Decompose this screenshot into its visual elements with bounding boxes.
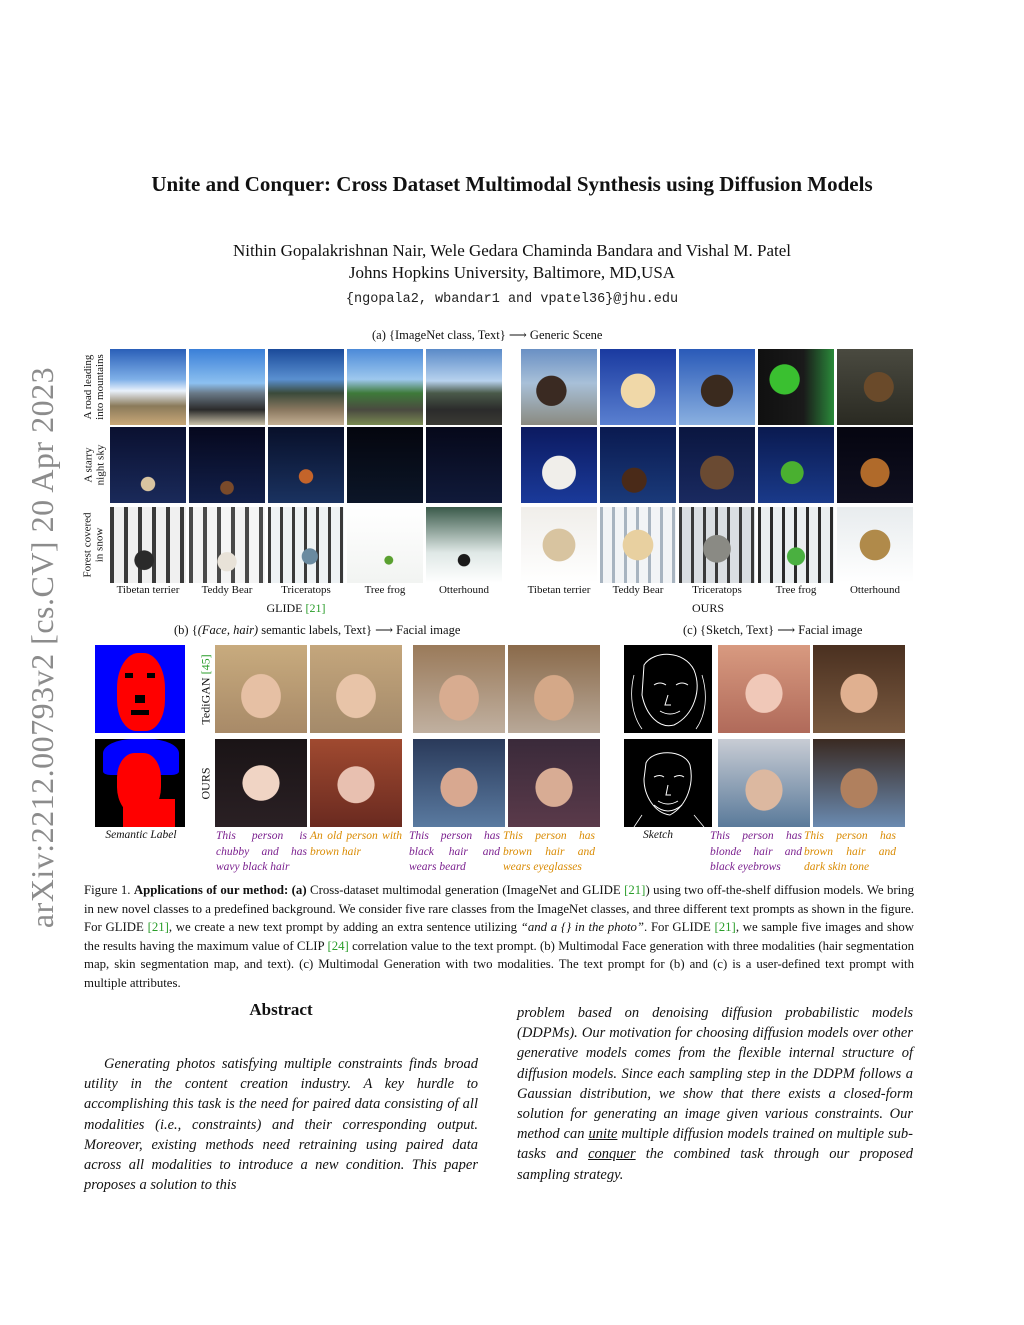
authors: Nithin Gopalakrishnan Nair, Wele Gedara Chaminda Bandara and Vishal M. Patel xyxy=(232,241,792,260)
tedigan-face-2 xyxy=(310,645,402,733)
glide-starry-tree-frog xyxy=(347,427,423,503)
ours-forest-triceratops xyxy=(679,507,755,583)
glide-road-tree-frog xyxy=(347,349,423,425)
sketch-2 xyxy=(624,739,712,827)
ours-road-tree-frog xyxy=(758,349,834,425)
row-label-forest: Forest covered in snow xyxy=(82,512,106,578)
prompt-b-4: This person has brown hair and wears eyeglasses xyxy=(503,830,595,873)
ours-face-b-2 xyxy=(310,739,402,827)
row-label-road: A road leading into mountains xyxy=(82,354,107,420)
ours-forest-tree-frog xyxy=(758,507,834,583)
col-label-ours-teddy-bear: Teddy Bear xyxy=(612,584,664,596)
model-label-glide: GLIDE [21] xyxy=(266,601,326,615)
ours-road-triceratops xyxy=(679,349,755,425)
sketch-caption: Sketch xyxy=(642,829,673,841)
panel-c-caption: (c) {Sketch, Text} ⟶ Facial image xyxy=(683,623,863,637)
glide-road-teddy-bear xyxy=(189,349,265,425)
tedigan-face-1 xyxy=(215,645,307,733)
ours-face-b-3 xyxy=(413,739,505,827)
glide-starry-tibetan-terrier xyxy=(110,427,186,503)
model-label-ours-b: OURS xyxy=(198,766,213,800)
tedigan-face-4 xyxy=(508,645,600,733)
abstract-heading: Abstract xyxy=(249,1000,313,1019)
glide-road-otterhound xyxy=(426,349,502,425)
prompt-b-3: This person has black hair and wears beard xyxy=(409,830,500,873)
ours-face-c-1 xyxy=(718,645,810,733)
glide-forest-triceratops xyxy=(268,507,344,583)
col-label-ours-tree-frog: Tree frog xyxy=(775,584,817,596)
panel-b-caption: (b) {(Face, hair) semantic labels, Text} ⟶ Facial image xyxy=(174,623,461,637)
ours-road-teddy-bear xyxy=(600,349,676,425)
ours-road-otterhound xyxy=(837,349,913,425)
prompt-b-1: This person is chubby and has wavy black hair xyxy=(216,830,307,873)
ours-forest-teddy-bear xyxy=(600,507,676,583)
ours-starry-tibetan-terrier xyxy=(521,427,597,503)
prompt-c-1: This person has blonde hair and black eyebrows xyxy=(710,830,802,873)
figure-caption: Figure 1. Applications of our method: (a) Cross-dataset multimodal generation (ImageNet and GLIDE [21]) using two off-the-shelf diffusion models. We bring in new novel classes to a predefined background. We consider five rare classes from the ImageNet classes, and three different text prompts as shown in the figure. For GLIDE [21], we create a new text prompt by adding an extra sentence utilizing “and a {} in the photo”. For GLIDE [21], we sample five images and show the results having the maximum value of CLIP [24] correlation value to the text prompt. (b) Multimodal Face generation with three modalities (hair segmentation map, skin segmentation map, and text). (c) Multimodal Generation with two modalities. The text prompt for (b) and (c) is a user-defined text prompt with multiple attributes. xyxy=(84,883,915,990)
ours-forest-tibetan-terrier xyxy=(521,507,597,583)
ours-face-c-4 xyxy=(813,739,905,827)
semantic-label-caption: Semantic Label xyxy=(105,829,177,841)
model-label-tedigan: TediGAN [45] xyxy=(198,653,213,725)
ours-starry-tree-frog xyxy=(758,427,834,503)
model-label-ours: OURS xyxy=(691,601,724,615)
col-label-ours-tibetan-terrier: Tibetan terrier xyxy=(527,584,591,596)
ours-forest-otterhound xyxy=(837,507,913,583)
ours-starry-teddy-bear xyxy=(600,427,676,503)
emails: {ngopala2, wbandar1 and vpatel36}@jhu.edu xyxy=(345,292,679,307)
paper-title: Unite and Conquer: Cross Dataset Multimodal Synthesis using Diffusion Models xyxy=(151,172,873,196)
panel-a-caption: (a) {ImageNet class, Text} ⟶ Generic Scene xyxy=(372,328,603,342)
semantic-map-face-top xyxy=(95,645,185,733)
prompt-b-2: An old person with brown hair xyxy=(310,830,402,858)
glide-starry-otterhound xyxy=(426,427,502,503)
row-label-starry: A starry night sky xyxy=(82,444,106,486)
col-label-ours-otterhound: Otterhound xyxy=(849,584,901,596)
col-label-glide-otterhound: Otterhound xyxy=(438,584,490,596)
col-label-glide-tibetan-terrier: Tibetan terrier xyxy=(116,584,180,596)
ours-starry-triceratops xyxy=(679,427,755,503)
glide-starry-teddy-bear xyxy=(189,427,265,503)
glide-starry-triceratops xyxy=(268,427,344,503)
col-label-glide-teddy-bear: Teddy Bear xyxy=(201,584,253,596)
sketch-1 xyxy=(624,645,712,733)
glide-forest-tree-frog xyxy=(347,507,423,583)
semantic-map-face-bottom xyxy=(95,739,185,827)
ours-face-b-4 xyxy=(508,739,600,827)
ours-starry-otterhound xyxy=(837,427,913,503)
arxiv-stamp: arXiv:2212.00793v2 [cs.CV] 20 Apr 2023 xyxy=(24,366,61,928)
glide-forest-otterhound xyxy=(426,507,502,583)
glide-forest-tibetan-terrier xyxy=(110,507,186,583)
affiliation: Johns Hopkins University, Baltimore, MD,USA xyxy=(348,263,676,282)
abstract-right-column: problem based on denoising diffusion probabilistic models (DDPMs). Our motivation for choosing diffusion models over other generative models comes from the flexible internal structure of diffusion models. Since each sampling step in the DDPM follows a Gaussian distribution, we show that there exists a closed-form solution for generating an image given various constraints. Our method can unite multiple diffusion models trained on multiple sub-tasks and conquer the combined task through our proposed sampling strategy. xyxy=(517,1005,914,1183)
abstract-left-column: Generating photos satisfying multiple constraints finds broad utility in the content creation industry. A key hurdle to accomplishing this task is the need for paired data consisting of all modalities (i.e., constraints) and their corresponding output. Moreover, existing methods need retraining using paired data across all modalities to introduce a new condition. This paper proposes a solution to this xyxy=(84,1056,478,1194)
col-label-glide-triceratops: Triceratops xyxy=(281,584,331,596)
col-label-ours-triceratops: Triceratops xyxy=(692,584,742,596)
glide-road-tibetan-terrier xyxy=(110,349,186,425)
ours-face-c-2 xyxy=(813,645,905,733)
glide-forest-teddy-bear xyxy=(189,507,265,583)
ours-face-b-1 xyxy=(215,739,307,827)
prompt-c-2: This person has brown hair and dark skin tone xyxy=(804,830,896,873)
glide-road-triceratops xyxy=(268,349,344,425)
ours-road-tibetan-terrier xyxy=(521,349,597,425)
author-block xyxy=(0,240,1024,284)
ours-face-c-3 xyxy=(718,739,810,827)
col-label-glide-tree-frog: Tree frog xyxy=(364,584,406,596)
tedigan-face-3 xyxy=(413,645,505,733)
